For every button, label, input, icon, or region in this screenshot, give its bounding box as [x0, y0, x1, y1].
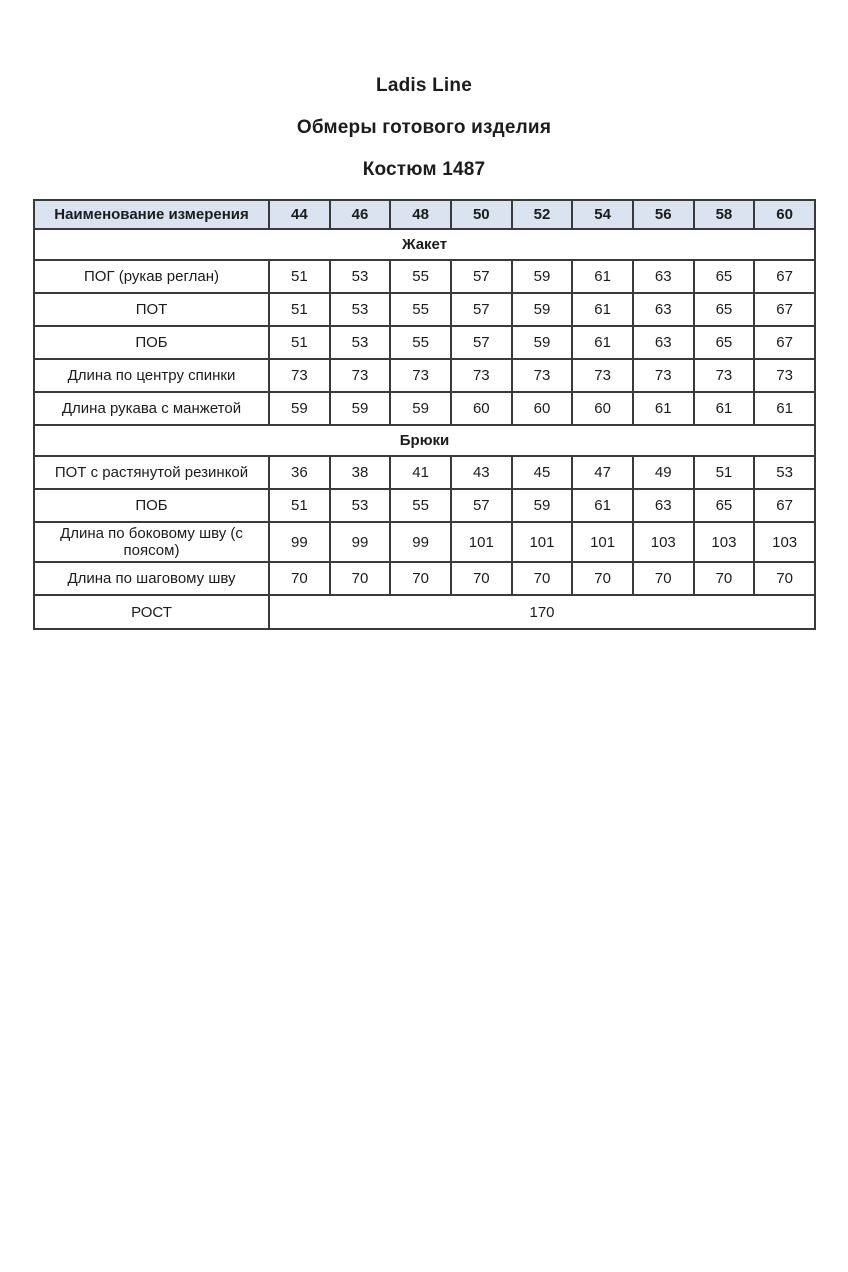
measurement-value: 59 — [512, 293, 573, 326]
measurement-value: 73 — [694, 359, 755, 392]
measurement-value: 70 — [754, 562, 815, 595]
measurement-value: 70 — [269, 562, 330, 595]
measurement-label: Длина рукава с манжетой — [34, 392, 269, 425]
measurement-value: 59 — [512, 326, 573, 359]
measurement-value: 53 — [330, 326, 391, 359]
measurement-value: 99 — [269, 522, 330, 562]
table-header-row — [34, 200, 815, 229]
measurement-value: 70 — [390, 562, 451, 595]
measurement-value: 73 — [633, 359, 694, 392]
measurement-value: 73 — [269, 359, 330, 392]
measurement-value: 65 — [694, 260, 755, 293]
document-header — [0, 0, 848, 179]
measurement-value: 65 — [694, 293, 755, 326]
measurement-value: 63 — [633, 293, 694, 326]
measurement-label: ПОБ — [34, 326, 269, 359]
measurement-value: 67 — [754, 293, 815, 326]
measurement-value: 55 — [390, 326, 451, 359]
measurement-value: 51 — [269, 260, 330, 293]
measurement-value: 99 — [390, 522, 451, 562]
measurement-value: 51 — [694, 456, 755, 489]
measurement-value: 63 — [633, 326, 694, 359]
measurement-value: 57 — [451, 326, 512, 359]
measurement-value: 47 — [572, 456, 633, 489]
size-header: 58 — [694, 200, 755, 229]
document-subtitle: Обмеры готового изделия — [296, 117, 552, 138]
size-header: 50 — [451, 200, 512, 229]
measurement-value: 61 — [572, 326, 633, 359]
height-value: 170 — [269, 595, 815, 629]
measurement-value: 51 — [269, 489, 330, 522]
measurement-value: 53 — [330, 489, 391, 522]
height-label: РОСТ — [34, 595, 269, 629]
size-header: 46 — [330, 200, 391, 229]
measurement-value: 103 — [754, 522, 815, 562]
measurement-value: 41 — [390, 456, 451, 489]
measurement-value: 55 — [390, 489, 451, 522]
measurement-value: 103 — [633, 522, 694, 562]
measurement-value: 70 — [330, 562, 391, 595]
measurement-value: 99 — [330, 522, 391, 562]
measurement-value: 101 — [451, 522, 512, 562]
measurement-value: 59 — [512, 489, 573, 522]
measurement-value: 67 — [754, 260, 815, 293]
measurement-value: 61 — [572, 260, 633, 293]
size-header: 60 — [754, 200, 815, 229]
measurement-value: 70 — [694, 562, 755, 595]
measurement-label: ПОБ — [34, 489, 269, 522]
measurement-value: 61 — [572, 293, 633, 326]
measurement-value: 57 — [451, 293, 512, 326]
measurement-value: 103 — [694, 522, 755, 562]
measurement-value: 61 — [572, 489, 633, 522]
measurement-label: Длина по центру спинки — [34, 359, 269, 392]
measurement-value: 73 — [512, 359, 573, 392]
measurement-value: 49 — [633, 456, 694, 489]
measurement-value: 101 — [512, 522, 573, 562]
table-row — [34, 326, 815, 359]
measurement-value: 45 — [512, 456, 573, 489]
measurement-value: 67 — [754, 489, 815, 522]
measurement-value: 65 — [694, 489, 755, 522]
measurement-value: 73 — [572, 359, 633, 392]
section-row-trousers — [34, 425, 815, 456]
measurement-value: 65 — [694, 326, 755, 359]
measurement-value: 70 — [451, 562, 512, 595]
height-row — [34, 595, 815, 629]
measurement-value: 60 — [572, 392, 633, 425]
measurement-value: 70 — [633, 562, 694, 595]
measurement-value: 73 — [390, 359, 451, 392]
section-title: Жакет — [34, 229, 815, 260]
table-row — [34, 392, 815, 425]
measurement-value: 60 — [512, 392, 573, 425]
measurement-value: 60 — [451, 392, 512, 425]
measurement-value: 38 — [330, 456, 391, 489]
measurement-value: 61 — [633, 392, 694, 425]
measurement-table — [33, 199, 816, 630]
measurement-value: 53 — [754, 456, 815, 489]
measurement-value: 36 — [269, 456, 330, 489]
measurement-value: 101 — [572, 522, 633, 562]
table-row — [34, 522, 815, 562]
measurement-value: 59 — [512, 260, 573, 293]
measurement-value: 59 — [330, 392, 391, 425]
table-row — [34, 293, 815, 326]
section-row-jacket — [34, 229, 815, 260]
measurement-value: 59 — [390, 392, 451, 425]
measurement-value: 73 — [330, 359, 391, 392]
measurement-value: 53 — [330, 260, 391, 293]
measurement-value: 43 — [451, 456, 512, 489]
measurement-value: 61 — [694, 392, 755, 425]
measurement-label: ПОТ с растянутой резинкой — [34, 456, 269, 489]
table-row — [34, 359, 815, 392]
measurement-value: 73 — [451, 359, 512, 392]
measurement-label: Длина по шаговому шву — [34, 562, 269, 595]
measurement-value: 53 — [330, 293, 391, 326]
measurement-label: ПОГ (рукав реглан) — [34, 260, 269, 293]
size-header: 56 — [633, 200, 694, 229]
measurement-value: 63 — [633, 260, 694, 293]
header-measurement-label: Наименование измерения — [34, 200, 269, 229]
section-title: Брюки — [34, 425, 815, 456]
measurement-value: 51 — [269, 326, 330, 359]
measurement-value: 51 — [269, 293, 330, 326]
measurement-value: 57 — [451, 489, 512, 522]
size-header: 54 — [572, 200, 633, 229]
table-row — [34, 489, 815, 522]
measurement-value: 70 — [512, 562, 573, 595]
measurement-value: 59 — [269, 392, 330, 425]
measurement-value: 63 — [633, 489, 694, 522]
table-row — [34, 456, 815, 489]
table-row — [34, 562, 815, 595]
size-header: 44 — [269, 200, 330, 229]
measurement-value: 61 — [754, 392, 815, 425]
brand-title: Ladis Line — [376, 75, 472, 96]
product-title: Костюм 1487 — [362, 159, 486, 180]
measurement-value: 55 — [390, 260, 451, 293]
measurement-label: ПОТ — [34, 293, 269, 326]
measurement-value: 70 — [572, 562, 633, 595]
size-header: 48 — [390, 200, 451, 229]
table-row — [34, 260, 815, 293]
measurement-value: 67 — [754, 326, 815, 359]
measurement-value: 57 — [451, 260, 512, 293]
measurement-label: Длина по боковому шву (с поясом) — [34, 522, 269, 562]
measurement-value: 55 — [390, 293, 451, 326]
measurement-value: 73 — [754, 359, 815, 392]
size-header: 52 — [512, 200, 573, 229]
